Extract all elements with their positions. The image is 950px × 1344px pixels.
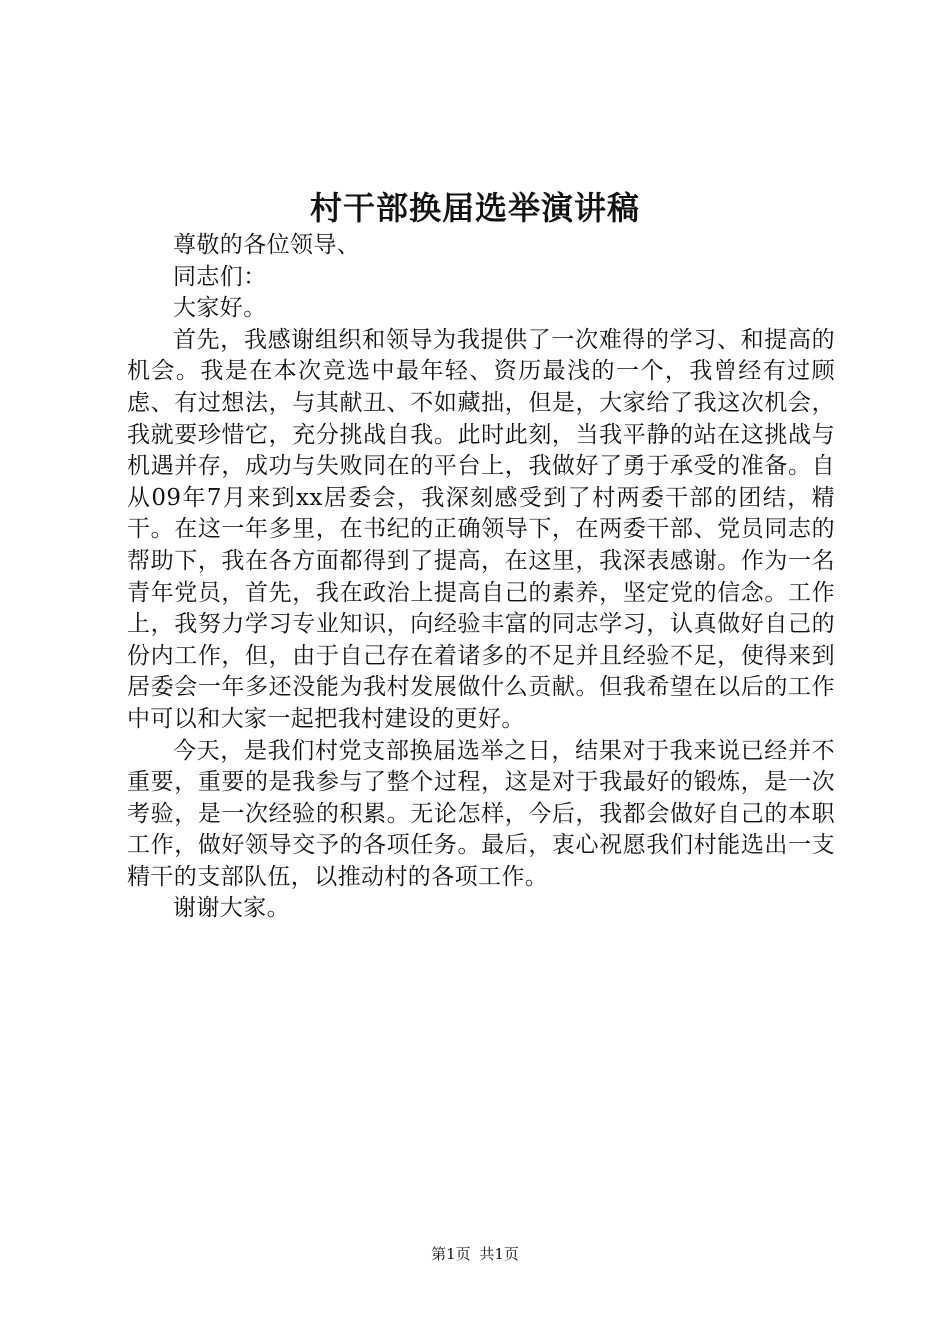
paragraph-closing: 今天，是我们村党支部换届选举之日，结果对于我来说已经并不重要，重要的是我参与了整个过程，这是对于我最好的锻炼，是一次考验，是一次经验的积累。无论怎样，今后，我都会做好自己的本职工作，做好领导交予的各项任务。最后，衷心祝愿我们村能选出一支精干的支部队伍，以推动村的各项工作。 <box>127 737 835 890</box>
page-footer: 第1页 共1页 <box>431 1245 519 1263</box>
salutation-line-2: 同志们： <box>173 263 267 290</box>
salutation-line-1: 尊敬的各位领导、 <box>173 232 361 258</box>
paragraph-main: 首先，我感谢组织和领导为我提供了一次难得的学习、和提高的机会。我是在本次竞选中最年轻、资历最浅的一个，我曾经有过顾虑、有过想法，与其献丑、不如藏拙，但是，大家给了我这次机会，我就要珍惜它，充分挑战自我。此时此刻，当我平静的站在这挑战与机遇并存，成功与失败同在的平台上，我做好了勇于承受的准备。自从09年7月来到xx居委会，我深刻感受到了村两委干部的团结，精干。在这一年多里，在书纪的正确领导下，在两委干部、党员同志的帮助下，我在各方面都得到了提高，在这里，我深表感谢。作为一名青年党员，首先，我在政治上提高自己的素养，坚定党的信念。工作上，我努力学习专业知识，向经验丰富的同志学习，认真做好自己的份内工作，但，由于自己存在着诸多的不足并且经验不足，使得来到居委会一年多还没能为我村发展做什么贡献。但我希望在以后的工作中可以和大家一起把我村建设的更好。 <box>127 326 835 732</box>
thanks-line: 谢谢大家。 <box>173 895 290 922</box>
greeting: 大家好。 <box>173 295 267 322</box>
document-body <box>127 230 835 925</box>
document-title: 村干部换届选举演讲稿 <box>309 189 640 227</box>
